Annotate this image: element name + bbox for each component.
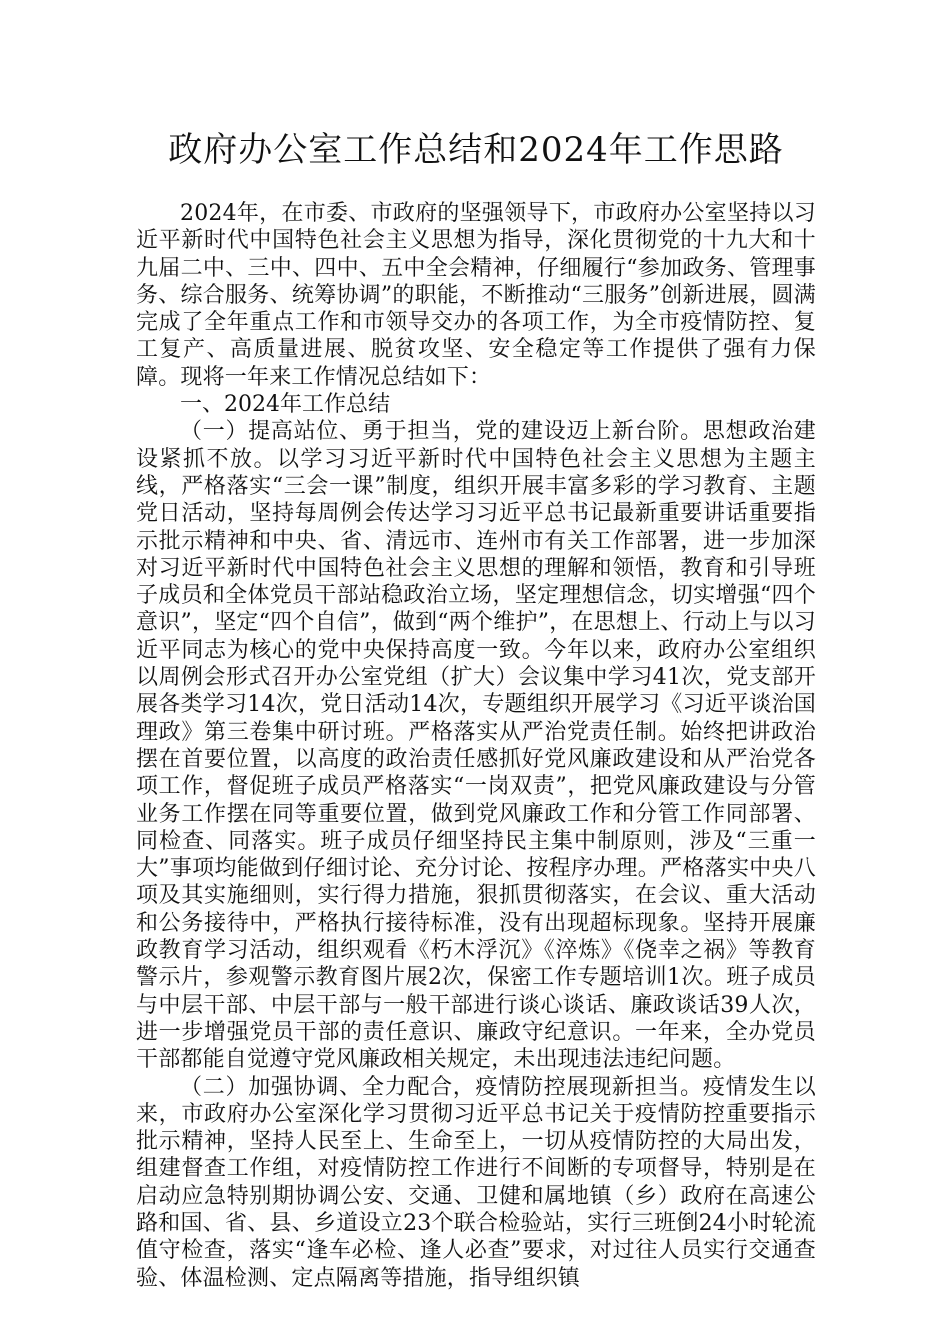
paragraph-party-building: （一）提高站位、勇于担当，党的建设迈上新台阶。思想政治建设紧抓不放。以学习习近平新时代中国特色社会主义思想为主题主线，严格落实“三会一课”制度，组织开展丰富多彩的学习教育、主题党日活动，坚持每周例会传达学习习近平总书记最新重要讲话重要指示批示精神和中央、省、清远市、连州市有关工作部署，进一步加深对习近平新时代中国特色社会主义思想的理解和领悟，教育和引导班子成员和全体党员干部站稳政治立场，坚定理想信念，切实增强“四个意识”，坚定“四个自信”，做到“两个维护”，在思想上、行动上与以习近平同志为核心的党中央保持高度一致。今年以来，政府办公室组织以周例会形式召开办公室党组（扩大）会议集中学习41次，党支部开展各类学习14次，党日活动14次，专题组织开展学习《习近平谈治国理政》第三卷集中研讨班。严格落实从严治党责任制。始终把讲政治摆在首要位置，以高度的政治责任感抓好党风廉政建设和从严治党各项工作，督促班子成员严格落实“一岗双责”，把党风廉政建设与分管业务工作摆在同等重要位置，做到党风廉政工作和分管工作同部署、同检查、同落实。班子成员仔细坚持民主集中制原则，涉及“三重一大”事项均能做到仔细讨论、充分讨论、按程序办理。严格落实中央八项及其实施细则，实行得力措施，狠抓贯彻落实，在会议、重大活动和公务接待中，严格执行接待标准，没有出现超标现象。坚持开展廉政教育学习活动，组织观看《朽木浮沉》《淬炼》《侥幸之祸》等教育警示片，参观警示教育图片展2次，保密工作专题培训1次。班子成员与中层干部、中层干部与一般干部进行谈心谈话、廉政谈话39人次，进一步增强党员干部的责任意识、廉政守纪意识。一年来，全办党员干部都能自觉遵守党风廉政相关规定，未出现违法违纪问题。 bbox=[136, 419, 816, 1073]
document-body bbox=[136, 200, 816, 1292]
paragraph-epidemic-control: （二）加强协调、全力配合，疫情防控展现新担当。疫情发生以来，市政府办公室深化学习贯彻习近平总书记关于疫情防控重要指示批示精神，坚持人民至上、生命至上，一切从疫情防控的大局出发，组建督查工作组，对疫情防控工作进行不间断的专项督导，特别是在启动应急特别期协调公安、交通、卫健和属地镇（乡）政府在高速公路和国、省、县、乡道设立23个联合检验站，实行三班倒24小时轮流值守检查，落实“逢车必检、逢人必查”要求，对过往人员实行交通查验、体温检测、定点隔离等措施，指导组织镇 bbox=[136, 1074, 816, 1291]
intro-paragraph: 2024年，在市委、市政府的坚强领导下，市政府办公室坚持以习近平新时代中国特色社会主义思想为指导，深化贯彻党的十九大和十九届二中、三中、四中、五中全会精神，仔细履行“参加政务、管理事务、综合服务、统筹协调”的职能，不断推动“三服务”创新进展，圆满完成了全年重点工作和市领导交办的各项工作，为全市疫情防控、复工复产、高质量进展、脱贫攻坚、安全稳定等工作提供了强有力保障。现将一年来工作情况总结如下： bbox=[136, 201, 816, 390]
document-title: 政府办公室工作总结和2024年工作思路 bbox=[168, 130, 784, 170]
document-page bbox=[136, 122, 816, 1292]
section-heading-1: 一、2024年工作总结 bbox=[180, 392, 390, 418]
